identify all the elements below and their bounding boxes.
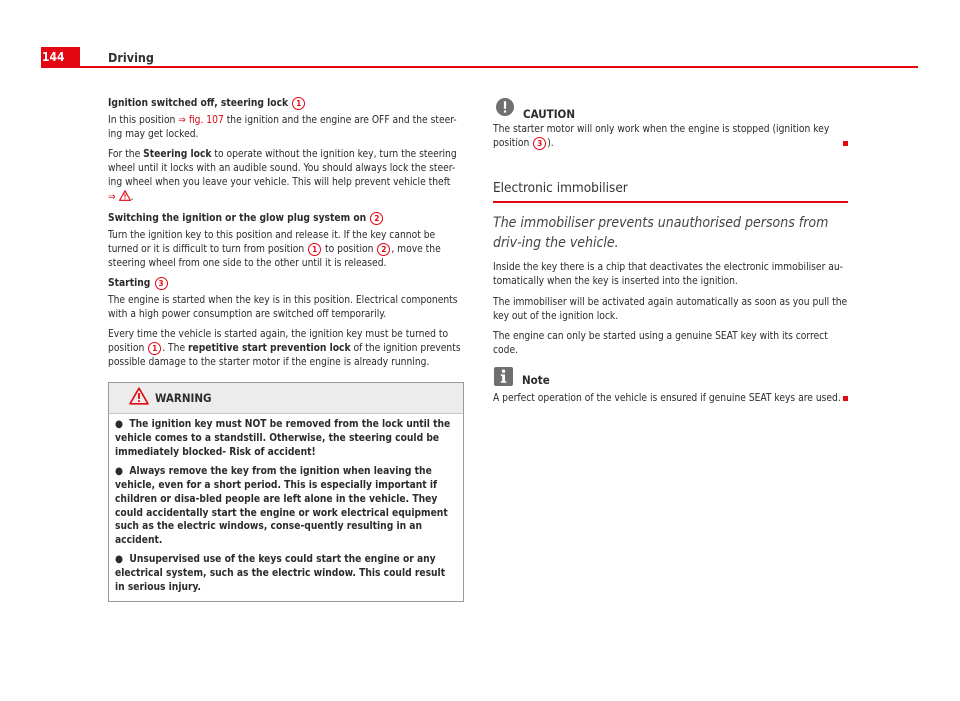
page-number: 144 [41, 47, 80, 68]
figure-reference-link[interactable]: ⇒ fig. 107 [178, 115, 224, 127]
note-title: Note [522, 372, 550, 387]
caution-exclamation-icon [495, 97, 515, 117]
note-header [493, 366, 848, 392]
warning-box [108, 382, 464, 602]
warning-header [109, 383, 463, 414]
header-rule [80, 66, 918, 68]
position-number-badge: 1 [308, 243, 321, 256]
position-number-badge: 3 [155, 277, 168, 290]
left-column [108, 97, 464, 602]
info-note-icon [494, 367, 513, 386]
position-number-badge: 1 [148, 342, 161, 355]
warning-item: ● Unsupervised use of the keys could start the engine or any electrical system, such as the electric window. This could result in serious injury. [115, 554, 446, 593]
section-title: Electronic immobiliser [493, 179, 848, 203]
warning-triangle-icon [129, 387, 149, 405]
page-title: Driving [108, 50, 154, 65]
section-end-marker [843, 396, 848, 401]
position-number-badge: 2 [377, 243, 390, 256]
paragraph: For the Steering lock to operate without the ignition key, turn the steering wheel until it locks with an audible sound. You should always lock the steer-ing wheel when you leave your vehicle. This will help prevent vehicle theft ⇒ . [108, 149, 457, 204]
section-end-marker [843, 141, 848, 146]
section-heading-ignition-on: Switching the ignition or the glow plug system on 2 [108, 212, 464, 226]
warning-reference-link[interactable]: ⇒ [108, 192, 131, 203]
paragraph: Turn the ignition key to this position and release it. If the key cannot be turned or it is difficult to turn from position 1 to position 2 , move the steering wheel from one side to the other until it is released. [108, 229, 441, 269]
paragraph: The engine can only be started using a genuine SEAT key with its correct code. [493, 330, 828, 356]
paragraph: In this position ⇒ fig. 107 the ignition and the engine are OFF and the steer-ing may get locked. [108, 115, 457, 141]
paragraph: The immobiliser will be activated again automatically as soon as you pull the key out of the ignition lock. [493, 296, 848, 322]
note-text: A perfect operation of the vehicle is ensured if genuine SEAT keys are used. [493, 392, 848, 406]
position-number-badge: 3 [533, 137, 546, 150]
caution-title: CAUTION [523, 107, 576, 121]
right-column [493, 97, 848, 412]
warning-body [109, 414, 463, 601]
paragraph: Inside the key there is a chip that deactivates the electronic immobiliser au-tomatically when the key is inserted into the ignition. [493, 262, 843, 288]
position-number-badge: 2 [370, 212, 383, 225]
section-lead: The immobiliser prevents unauthorised persons from driv-ing the vehicle. [493, 214, 829, 252]
caution-text: The starter motor will only work when the engine is stopped (ignition key position 3 ). [493, 123, 848, 151]
warning-triangle-icon [119, 190, 131, 201]
warning-item: ● Always remove the key from the ignition when leaving the vehicle, even for a short period. This is especially important if children or disa-bled people are left alone in the vehicle. They could accidentally start the engine or work electrical equipment such as the electric windows, conse-quently resulting in an accident. [115, 465, 448, 547]
warning-title: WARNING [155, 391, 212, 406]
section-heading-ignition-off: Ignition switched off, steering lock 1 [108, 97, 464, 111]
caution-header [493, 97, 848, 123]
section-heading-starting: Starting 3 [108, 277, 464, 291]
paragraph: Every time the vehicle is started again, the ignition key must be turned to position 1 . The repetitive start prevention lock of the ignition prevents possible damage to the starter motor if the engine is already running. [108, 329, 461, 369]
position-number-badge: 1 [292, 97, 305, 110]
paragraph: The engine is started when the key is in this position. Electrical components with a high power consumption are switched off temporarily. [108, 294, 458, 321]
warning-item: ● The ignition key must NOT be removed from the lock until the vehicle comes to a standstill. Otherwise, the steering could be immediately blocked- Risk of accident! [115, 419, 451, 459]
page-header [0, 0, 960, 68]
